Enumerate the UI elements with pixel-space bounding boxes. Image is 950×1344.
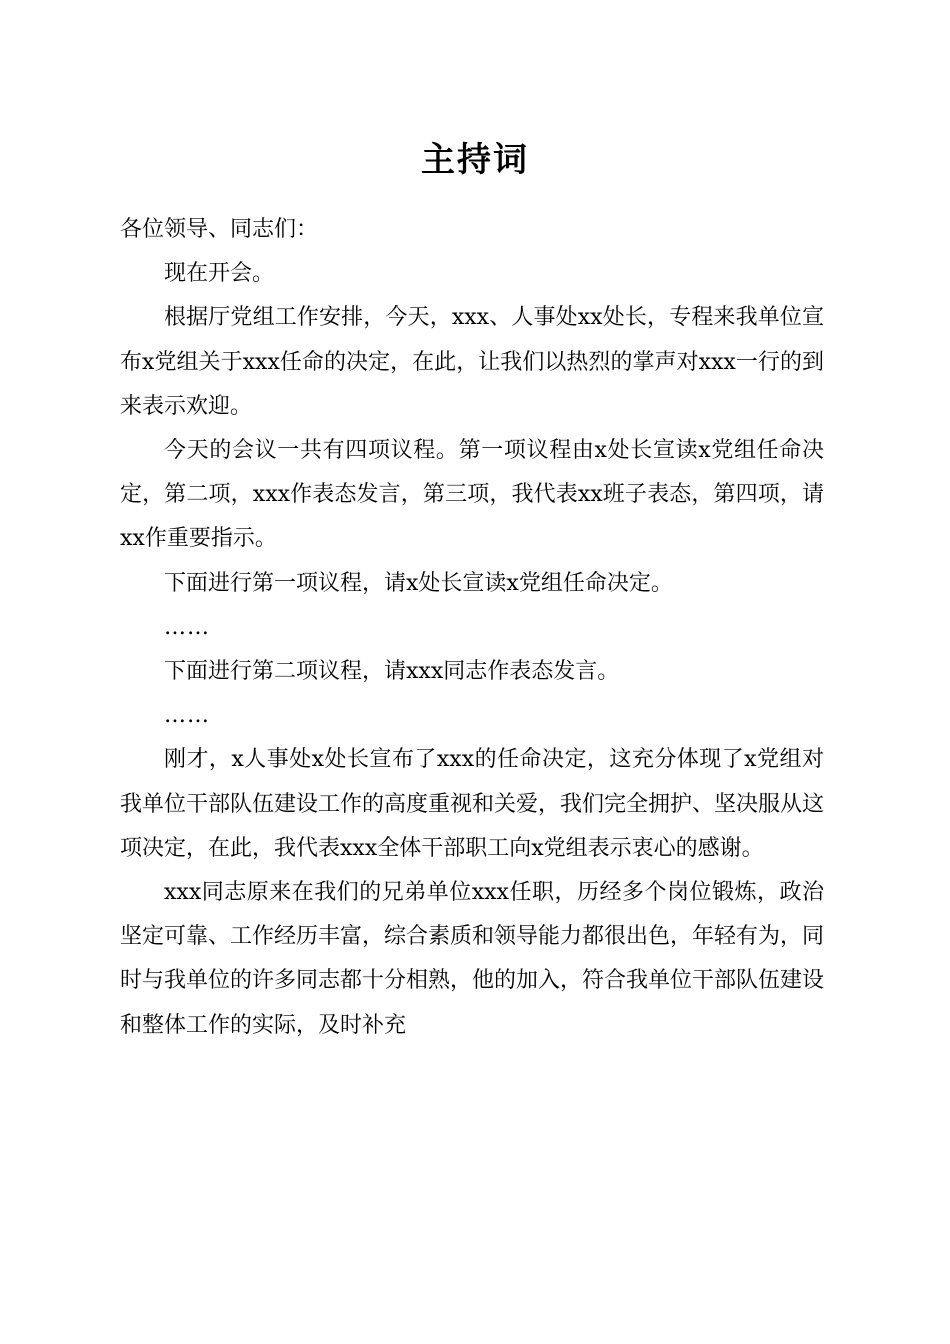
paragraph-agenda-item-2: 下面进行第二项议程，请xxx同志作表态发言。 (164, 659, 620, 685)
document-body (120, 208, 824, 1048)
paragraph-agenda: 今天的会议一共有四项议程。第一项议程由x处长宣读x党组任命决定，第二项，xxx作表态发言，第三项，我代表xx班子表态，第四项，请xx作重要指示。 (120, 438, 824, 552)
paragraph-welcome: 根据厅党组工作安排，今天，xxx、人事处xx处长，专程来我单位宣布x党组关于xxx任命的决定，在此，让我们以热烈的掌声对xxx一行的到来表示欢迎。 (120, 305, 824, 419)
document-title: 主持词 (421, 140, 529, 180)
paragraph-meeting-open: 现在开会。 (164, 261, 275, 287)
salutation: 各位领导、同志们： (120, 217, 319, 242)
paragraph-introduction: xxx同志原来在我们的兄弟单位xxx任职，历经多个岗位锻炼，政治坚定可靠、工作经历丰富，综合素质和领导能力都很出色，年轻有为，同时与我单位的许多同志都十分相熟，他的加入，符合我单位干部队伍建设和整体工作的实际，及时补充 (120, 880, 825, 1038)
ellipsis-1: …… (164, 614, 210, 640)
ellipsis-2: …… (164, 703, 210, 729)
paragraph-agenda-item-1: 下面进行第一项议程，请x处长宣读x党组任命决定。 (164, 570, 673, 596)
paragraph-thanks: 刚才，x人事处x处长宣布了xxx的任命决定，这充分体现了x党组对我单位干部队伍建设工作的高度重视和关爱，我们完全拥护、坚决服从这项决定，在此，我代表xxx全体干部职工向x党组表示衷心的感谢。 (120, 747, 825, 861)
